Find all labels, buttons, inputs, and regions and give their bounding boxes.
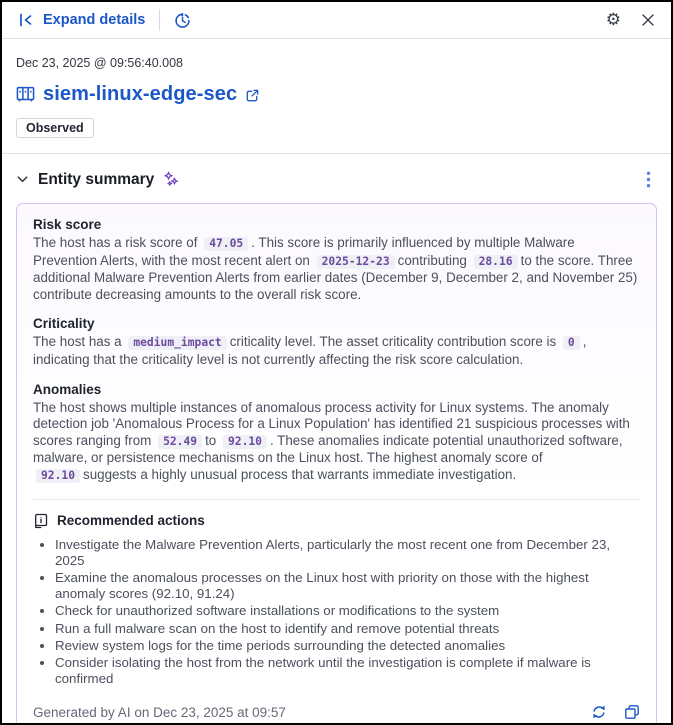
anomalies-section [33, 382, 640, 485]
arrow-start-icon [18, 12, 34, 28]
event-timestamp: Dec 23, 2025 @ 09:56:40.008 [16, 56, 183, 70]
close-icon [641, 13, 655, 27]
anomalies-heading: Anomalies [33, 381, 102, 397]
recommended-actions-list [38, 537, 640, 688]
host-name-link[interactable]: siem-linux-edge-sec [43, 83, 238, 105]
section-divider [2, 153, 671, 154]
expand-details-label: Expand details [43, 12, 146, 28]
copy-button[interactable] [624, 704, 640, 720]
recommended-action-item: • Investigate the Malware Prevention Alerts, particularly the most recent one from December 23, 2025 [55, 537, 640, 569]
criticality-section [33, 316, 640, 368]
code-value: 52.49 [158, 435, 202, 449]
refresh-icon [591, 704, 607, 720]
sparkles-icon [163, 171, 180, 188]
risk-score-section [33, 217, 640, 303]
ai-summary-panel [16, 203, 657, 725]
risk-score-heading: Risk score [33, 217, 102, 232]
panel-divider [33, 499, 640, 500]
recommended-action-item: • Consider isolating the host from the network until the investigation is complete if malware is confirmed [55, 655, 640, 687]
code-value: 28.16 [474, 255, 518, 269]
notebook-icon [33, 513, 49, 529]
summary-options-menu-button[interactable] [640, 169, 657, 190]
settings-button[interactable] [605, 9, 621, 30]
recommended-action-item: • Review system logs for the time periods surrounding the detected anomalies [55, 638, 640, 654]
criticality-text: The host has a medium_impact criticality level. The asset criticality contribution score is 0 , indicating that the criticality level is not currently affecting the risk score calculation. [33, 334, 587, 367]
entity-summary-title: Entity summary [38, 170, 155, 188]
recommended-action-item: • Run a full malware scan on the host to identify and remove potential threats [55, 621, 640, 637]
criticality-heading: Criticality [33, 316, 95, 332]
chevron-down-icon[interactable] [16, 173, 29, 186]
recommended-action-item: • Examine the anomalous processes on the Linux host with priority on those with the highest anomaly scores (92.10, 91.24) [55, 570, 640, 602]
toolbar-divider [159, 9, 160, 31]
code-value: 92.10 [36, 469, 80, 483]
history-clock-icon [174, 12, 191, 29]
copy-icon [624, 704, 640, 720]
anomalies-text: The host shows multiple instances of anomalous process activity for Linux systems. The anomaly detection job 'Anomalous Process for a Linux Population' has identified 21 suspicious processes with scores ranging from 52.49 to 92.10 . These anomalies indicate potential unauthorized software, malware, or persistence mechanisms on the Linux host. The highest anomaly score of 92.10 suggests a highly unusual process that warrants immediate investigation. [33, 399, 630, 482]
gear-icon: ⚙︎ [605, 9, 621, 30]
code-value: 47.05 [204, 237, 248, 251]
close-button[interactable] [641, 13, 655, 27]
external-link-icon[interactable] [245, 88, 260, 103]
generated-by-ai-text: Generated by AI on Dec 23, 2025 at 09:57 [33, 704, 286, 720]
expand-details-button[interactable] [18, 12, 145, 28]
code-value: medium_impact [128, 336, 226, 350]
code-value: 92.10 [223, 435, 267, 449]
risk-score-text: The host has a risk score of 47.05 . This score is primarily influenced by multiple Malware Prevention Alerts, with the most recent alert on 2025-12-23 contributing 28.16 to the score. Three additional Malware Prevention Alerts from earlier dates (December 9, December 2, and November 25) contribute decreasing amounts to the overall risk score. [33, 235, 638, 302]
code-value: 2025-12-23 [317, 255, 395, 269]
code-value: 0 [563, 336, 580, 350]
history-button[interactable] [174, 12, 191, 29]
regenerate-button[interactable] [591, 704, 607, 720]
recommended-actions-heading: Recommended actions [57, 513, 205, 529]
recommended-action-item: • Check for unauthorized software installations or modifications to the system [55, 603, 640, 619]
storage-host-icon [16, 85, 35, 104]
flyout-toolbar [2, 2, 671, 39]
status-badge: Observed [16, 118, 94, 138]
